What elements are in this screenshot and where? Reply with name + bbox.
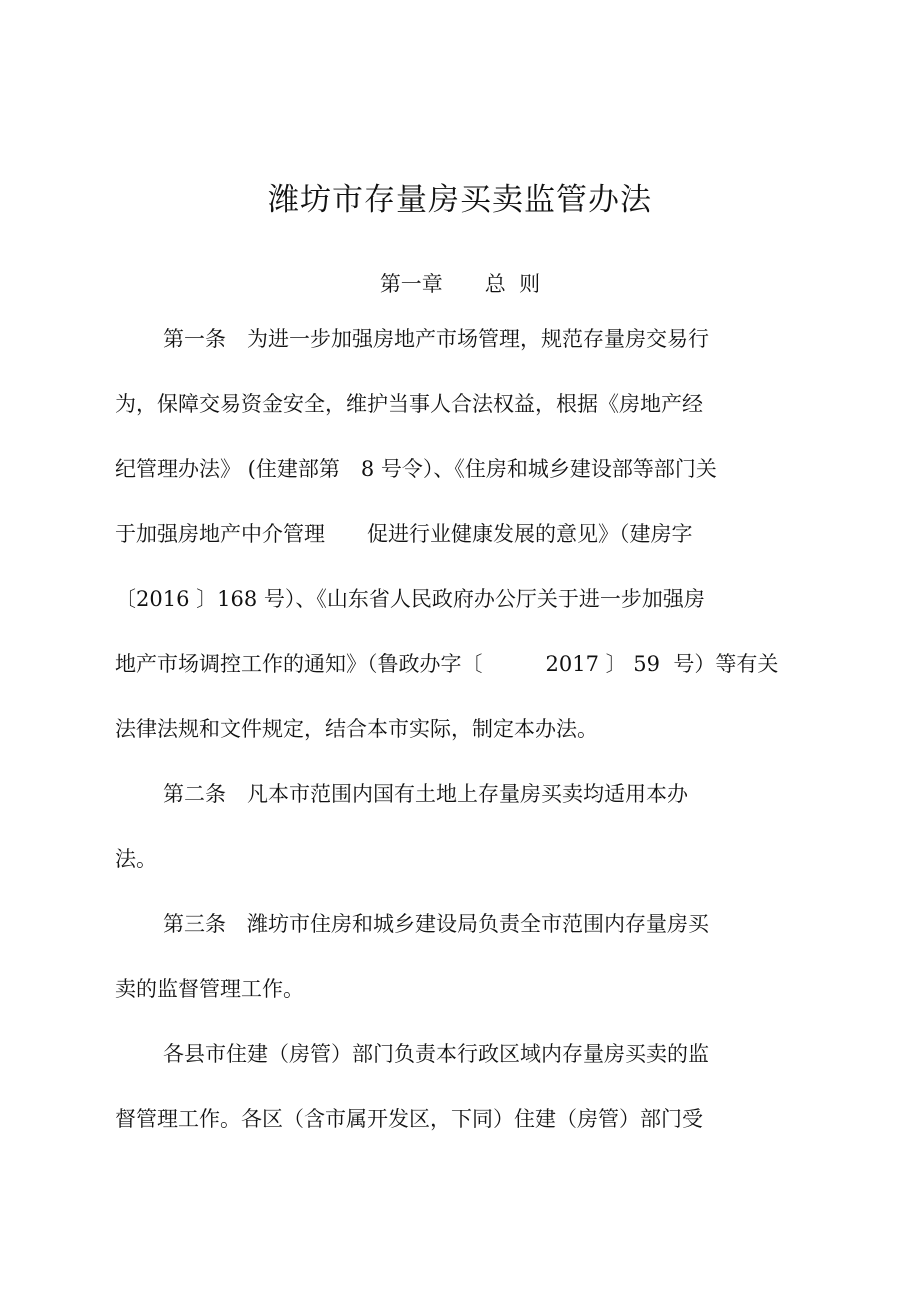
text-line: 法律法规和文件规定，结合本市实际，制定本办法。 [115, 717, 598, 741]
text-line: 第二条 凡本市范围内国有土地上存量房买卖均适用本办 [163, 782, 688, 806]
text-line: 第三条 潍坊市住房和城乡建设局负责全市范围内存量房买 [163, 912, 709, 936]
text-line: 各县市住建（房管）部门负责本行政区域内存量房买卖的监 [163, 1042, 709, 1066]
text-line: 法。 [115, 847, 157, 871]
text-line: 卖的监督管理工作。 [115, 977, 304, 1001]
text-line: 第一条 为进一步加强房地产市场管理，规范存量房交易行 [163, 327, 709, 351]
text-line: 为，保障交易资金安全，维护当事人合法权益，根据《房地产经 [115, 392, 703, 416]
text-line: 于加强房地产中介管理 促进行业健康发展的意见》（建房字 [115, 522, 693, 546]
text-line: 纪管理办法》 (住建部第 8 号令）、《住房和城乡建设部等部门关 [115, 457, 717, 481]
text-line: 〔2016 〕168 号）、《山东省人民政府办公厅关于进一步加强房 [115, 587, 705, 611]
document-title: 潍坊市存量房买卖监管办法 [268, 182, 652, 218]
text-line: 督管理工作。各区（含市属开发区，下同）住建（房管）部门受 [115, 1107, 703, 1131]
chapter-heading: 第一章 总 则 [379, 272, 541, 296]
text-line: 地产市场调控工作的通知》（鲁政办字〔 2017 〕 59 号）等有关 [115, 652, 779, 676]
